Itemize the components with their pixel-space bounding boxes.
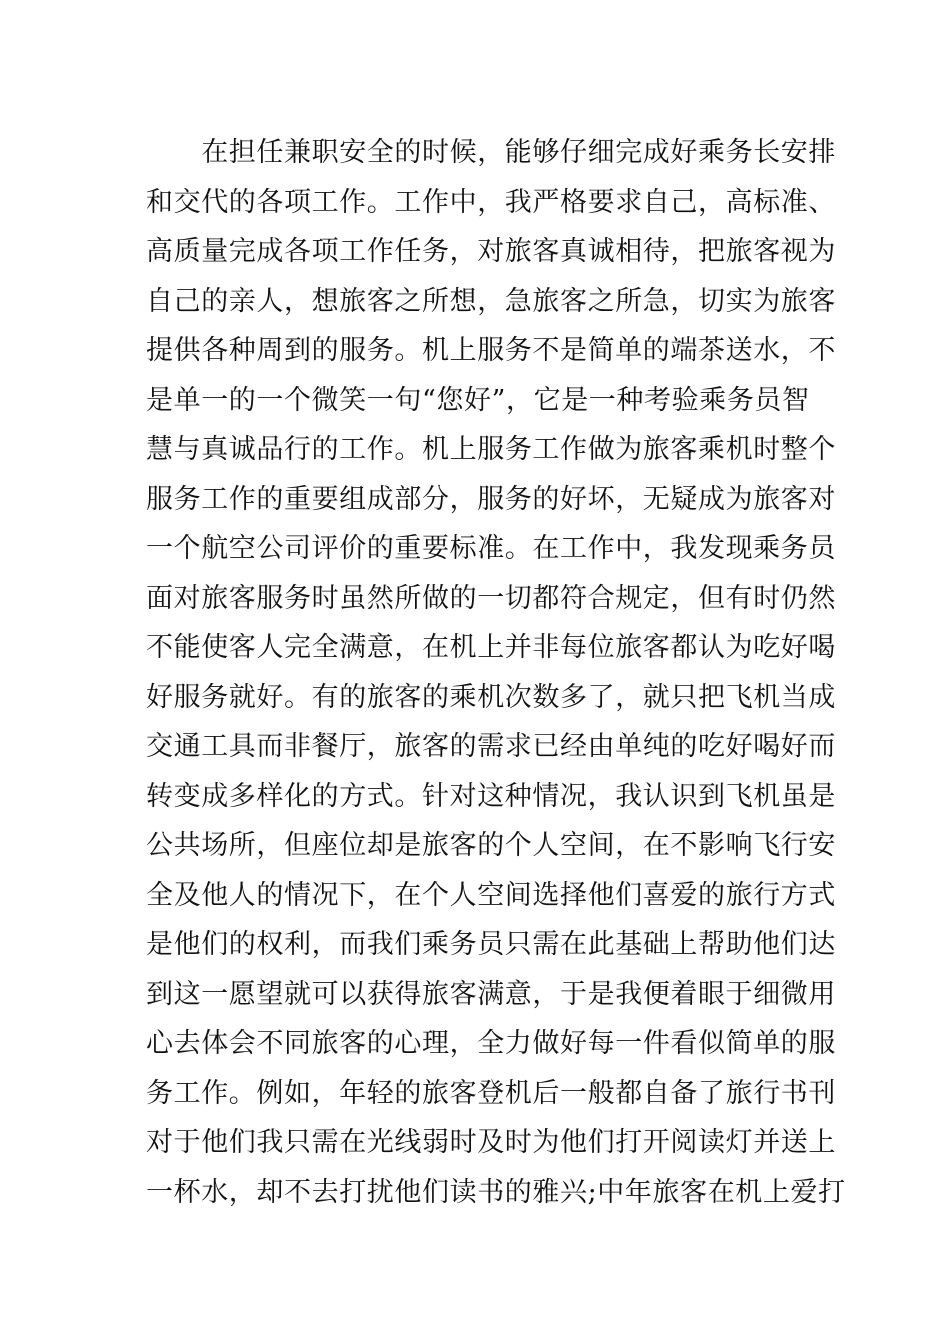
text-line-19: 心去体会不同旅客的心理，全力做好每一件看似简单的服 [146,1028,836,1059]
text-line-9: 一个航空公司评价的重要标准。在工作中，我发现乘务员 [146,533,836,564]
text-line-4: 自己的亲人，想旅客之所想，急旅客之所急，切实为旅客 [146,285,836,317]
text-line-10: 面对旅客服务时虽然所做的一切都符合规定，但有时仍然 [146,582,836,614]
text-line-6: 是单一的一个微笑一句“您好”，它是一种考验乘务员智 [146,384,810,416]
text-line-3: 高质量完成各项工作任务，对旅客真诚相待，把旅客视为 [146,236,836,267]
text-line-7: 慧与真诚品行的工作。机上服务工作做为旅客乘机时整个 [146,434,836,465]
text-line-11: 不能使客人完全满意，在机上并非每位旅客都认为吃好喝 [146,632,836,663]
text-line-22: 一杯水，却不去打扰他们读书的雅兴;中年旅客在机上爱打 [146,1176,846,1208]
text-line-12: 好服务就好。有的旅客的乘机次数多了，就只把飞机当成 [146,681,836,713]
body-text [146,128,846,1217]
text-line-2: 和交代的各项工作。工作中，我严格要求自己，高标准、 [146,186,836,218]
text-line-15: 公共场所，但座位却是旅客的个人空间，在不影响飞行安 [146,830,836,861]
text-line-5: 提供各种周到的服务。机上服务不是简单的端茶送水，不 [146,335,836,366]
text-line-14: 转变成多样化的方式。针对这种情况，我认识到飞机虽是 [146,780,836,812]
text-line-21: 对于他们我只需在光线弱时及时为他们打开阅读灯并送上 [146,1127,836,1158]
text-line-17: 是他们的权利，而我们乘务员只需在此基础上帮助他们达 [146,929,836,960]
text-line-13: 交通工具而非餐厅，旅客的需求已经由单纯的吃好喝好而 [146,731,836,762]
text-line-18: 到这一愿望就可以获得旅客满意，于是我便着眼于细微用 [146,978,836,1010]
text-line-16: 全及他人的情况下，在个人空间选择他们喜爱的旅行方式 [146,879,836,911]
text-line-8: 服务工作的重要组成部分，服务的好坏，无疑成为旅客对 [146,483,836,515]
text-line-20: 务工作。例如，年轻的旅客登机后一般都自备了旅行书刊 [146,1077,836,1109]
text-line-1: 在担任兼职安全的时候，能够仔细完成好乘务长安排 [146,137,836,168]
